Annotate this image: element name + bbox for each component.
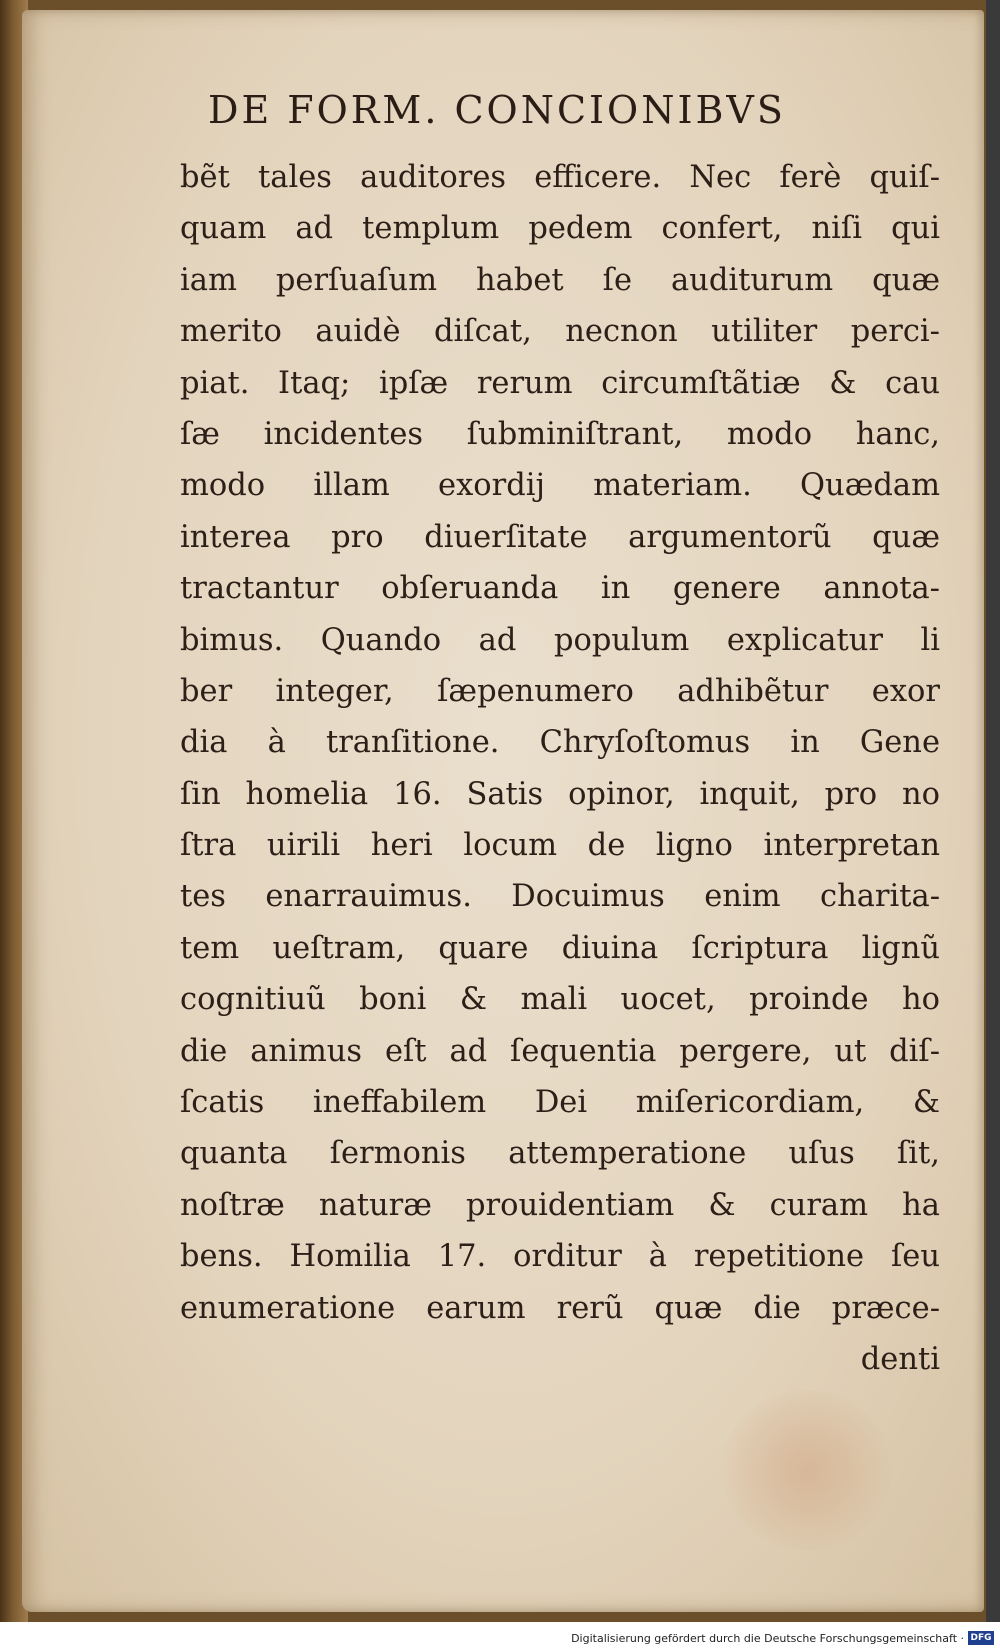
text-line: quanta ſermonis attemperatione uſus ſit,	[180, 1136, 940, 1172]
text-line: ſin homelia 16. Satis opinor, inquit, pro no	[180, 776, 940, 812]
text-line: merito auidè diſcat, necnon utiliter perci-	[180, 314, 940, 350]
text-line: enumeratione earum rerũ quæ die præce-	[180, 1290, 940, 1326]
text-line: piat. Itaq; ipſæ rerum circumſtãtiæ & cau	[180, 365, 940, 401]
text-line: cognitiuũ boni & mali uocet, proinde ho	[180, 982, 940, 1018]
text-line: interea pro diuerſitate argumentorũ quæ	[180, 519, 940, 555]
running-header: DE FORM. CONCIONIBVS	[208, 88, 786, 132]
paper-stain	[722, 1390, 892, 1550]
text-line: noſtræ naturæ prouidentiam & curam ha	[180, 1187, 940, 1223]
text-line: quam ad templum pedem confert, niſi qui	[180, 211, 940, 247]
text-line: modo illam exordij materiam. Quædam	[180, 468, 940, 504]
scan-border	[986, 0, 1000, 1622]
text-line: tes enarrauimus. Docuimus enim charita-	[180, 879, 940, 915]
text-line: bens. Homilia 17. orditur à repetitione ſeu	[180, 1239, 940, 1275]
catchword: denti	[860, 1341, 940, 1377]
text-line: die animus eſt ad ſequentia pergere, ut diſ-	[180, 1033, 940, 1069]
digitization-credit: Digitalisierung gefördert durch die Deutsche Forschungsgemeinschaft ·	[571, 1632, 964, 1645]
text-line: iam perſuaſum habet ſe auditurum quæ	[180, 262, 940, 298]
text-line: ſæ incidentes ſubminiſtrant, modo hanc,	[180, 416, 940, 452]
text-line: ſtra uirili heri locum de ligno interpretan	[180, 828, 940, 864]
text-line: ber integer, ſæpenumero adhibẽtur exor	[180, 673, 940, 709]
text-line: tractantur obſeruanda in genere annota-	[180, 571, 940, 607]
text-line: ſcatis ineffabilem Dei miſericordiam, &	[180, 1085, 940, 1121]
text-line: bẽt tales auditores efficere. Nec ferè quiſ-	[180, 160, 940, 195]
text-line: bimus. Quando ad populum explicatur li	[180, 622, 940, 658]
text-line: dia à tranſitione. Chryſoſtomus in Gene	[180, 725, 940, 761]
dfg-logo: DFG	[968, 1631, 994, 1645]
text-line: tem ueſtram, quare diuina ſcriptura lignũ	[180, 930, 940, 966]
body-text	[180, 152, 940, 1385]
